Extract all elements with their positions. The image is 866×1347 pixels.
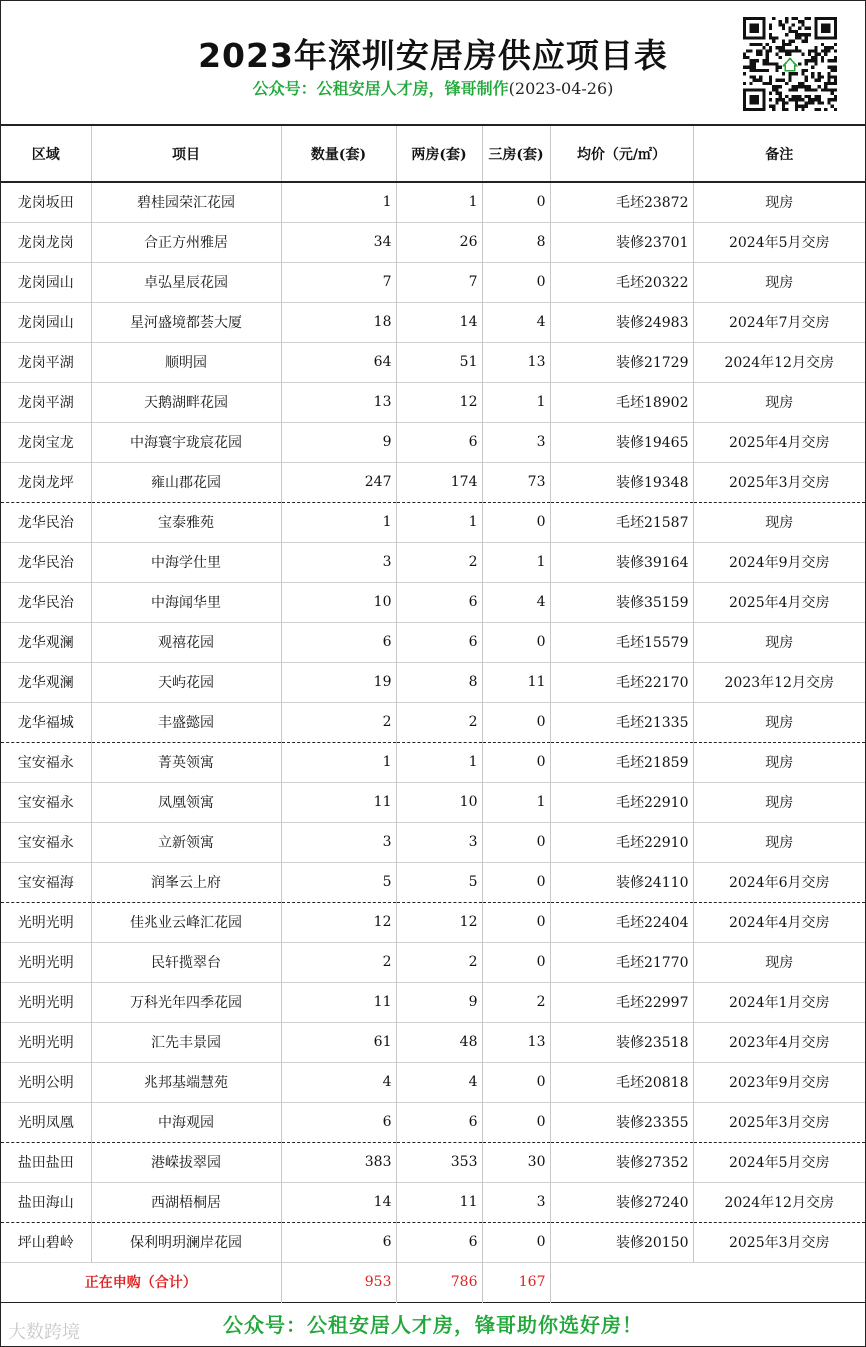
cell-price: 毛坯22170 [550,662,693,702]
cell-project: 佳兆业云峰汇花园 [91,902,281,942]
cell-two: 6 [396,1102,482,1142]
cell-price: 装修19465 [550,422,693,462]
cell-two: 14 [396,302,482,342]
header-area: 区域 [1,125,91,182]
cell-total: 3 [281,542,396,582]
cell-three: 4 [482,302,550,342]
cell-project: 天鹅湖畔花园 [91,382,281,422]
cell-total: 4 [281,1062,396,1102]
cell-project: 润峯云上府 [91,862,281,902]
cell-project: 中海寰宇珑宸花园 [91,422,281,462]
table-row [1,582,865,622]
cell-area: 龙华观澜 [1,662,91,702]
total-two: 786 [396,1262,482,1302]
watermark: 大数跨境 [8,1322,80,1343]
cell-note: 现房 [765,195,794,212]
cell-price: 毛坯18902 [550,382,693,422]
cell-three: 3 [482,422,550,462]
table-row [1,542,865,582]
table-row [1,1142,865,1182]
cell-price: 毛坯22404 [550,902,693,942]
table-row [1,342,865,382]
cell-three: 0 [482,902,550,942]
cell-area: 光明光明 [1,902,91,942]
cell-note: 现房 [765,635,794,651]
total-total: 953 [281,1262,396,1302]
cell-project: 星河盛境都荟大厦 [91,302,281,342]
cell-area: 龙岗园山 [1,262,91,302]
cell-price: 装修24983 [550,302,693,342]
cell-area: 龙华民治 [1,502,91,542]
cell-total: 9 [281,422,396,462]
cell-note: 现房 [765,515,794,531]
cell-area: 龙岗龙坪 [1,462,91,502]
cell-area: 宝安福海 [1,862,91,902]
table-row [1,862,865,902]
cell-area: 龙华观澜 [1,622,91,662]
cell-three: 0 [482,1062,550,1102]
cell-note: 2023年12月交房 [724,675,834,691]
header [0,0,866,124]
cell-three: 8 [482,222,550,262]
cell-three: 1 [482,542,550,582]
subtitle-date: (2023-04-26) [508,79,614,98]
cell-price: 装修39164 [550,542,693,582]
table-row [1,1062,865,1102]
cell-total: 247 [281,462,396,502]
cell-note: 2024年7月交房 [728,315,830,331]
cell-note: 现房 [765,755,794,771]
cell-total: 5 [281,862,396,902]
cell-project: 汇先丰景园 [91,1022,281,1062]
cell-total: 11 [281,982,396,1022]
cell-project: 碧桂园荣汇花园 [91,182,281,222]
page-title: 2023年深圳安居房供应项目表 [198,36,668,75]
cell-project: 中海学仕里 [91,542,281,582]
cell-project: 丰盛懿园 [91,702,281,742]
cell-note: 现房 [765,275,794,291]
cell-two: 6 [396,622,482,662]
cell-three: 0 [482,702,550,742]
cell-two: 1 [396,182,482,222]
cell-price: 毛坯21587 [550,502,693,542]
cell-two: 4 [396,1062,482,1102]
total-three: 167 [482,1262,550,1302]
cell-price: 装修24110 [550,862,693,902]
cell-total: 1 [281,502,396,542]
cell-area: 龙华福城 [1,702,91,742]
cell-total: 13 [281,382,396,422]
cell-note: 2024年5月交房 [728,235,830,251]
cell-price: 装修35159 [550,582,693,622]
cell-two: 2 [396,942,482,982]
table-row [1,982,865,1022]
cell-note: 2023年4月交房 [728,1035,830,1051]
cell-note: 2024年12月交房 [724,1195,834,1211]
table-row [1,1182,865,1222]
cell-three: 0 [482,182,550,222]
cell-two: 353 [396,1142,482,1182]
table-row [1,902,865,942]
cell-two: 3 [396,822,482,862]
cell-total: 11 [281,782,396,822]
cell-area: 光明光明 [1,982,91,1022]
cell-total: 2 [281,702,396,742]
cell-note: 2024年9月交房 [728,555,830,571]
cell-project: 顺明园 [91,342,281,382]
cell-note: 2025年3月交房 [728,1115,830,1131]
cell-area: 龙岗园山 [1,302,91,342]
cell-two: 26 [396,222,482,262]
cell-note: 2025年4月交房 [728,435,830,451]
cell-project: 菁英领寓 [91,742,281,782]
cell-total: 34 [281,222,396,262]
cell-three: 0 [482,622,550,662]
cell-price: 毛坯20322 [550,262,693,302]
table-row [1,1222,865,1262]
cell-two: 2 [396,702,482,742]
header-note: 备注 [765,146,794,163]
cell-total: 64 [281,342,396,382]
cell-note: 2024年1月交房 [728,995,830,1011]
cell-total: 19 [281,662,396,702]
cell-total: 6 [281,1102,396,1142]
cell-two: 9 [396,982,482,1022]
cell-three: 0 [482,1102,550,1142]
cell-two: 48 [396,1022,482,1062]
cell-note: 2024年12月交房 [724,355,834,371]
header-project: 项目 [91,125,281,182]
cell-two: 12 [396,382,482,422]
cell-three: 0 [482,502,550,542]
cell-area: 盐田海山 [1,1182,91,1222]
cell-price: 毛坯22997 [550,982,693,1022]
cell-note: 现房 [765,715,794,731]
cell-area: 宝安福永 [1,782,91,822]
cell-three: 0 [482,942,550,982]
cell-price: 毛坯21859 [550,742,693,782]
header-two-room: 两房(套) [396,125,482,182]
cell-three: 4 [482,582,550,622]
cell-two: 174 [396,462,482,502]
cell-two: 11 [396,1182,482,1222]
cell-two: 8 [396,662,482,702]
cell-project: 中海闻华里 [91,582,281,622]
cell-three: 11 [482,662,550,702]
cell-three: 13 [482,1022,550,1062]
cell-two: 51 [396,342,482,382]
cell-project: 保利明玥澜岸花园 [91,1222,281,1262]
total-label: 正在申购（合计） [1,1262,281,1302]
cell-area: 龙岗宝龙 [1,422,91,462]
cell-project: 卓弘星辰花园 [91,262,281,302]
table-row [1,502,865,542]
cell-two: 2 [396,542,482,582]
cell-note: 现房 [765,795,794,811]
cell-price: 毛坯20818 [550,1062,693,1102]
header-price: 均价（元/㎡） [550,125,693,182]
cell-two: 10 [396,782,482,822]
header-three-room: 三房(套) [482,125,550,182]
cell-area: 坪山碧岭 [1,1222,91,1262]
cell-total: 2 [281,942,396,982]
cell-area: 龙岗平湖 [1,382,91,422]
cell-total: 6 [281,622,396,662]
cell-price: 装修27352 [550,1142,693,1182]
cell-area: 龙华民治 [1,582,91,622]
cell-three: 1 [482,782,550,822]
cell-project: 港嵘拔翠园 [91,1142,281,1182]
cell-note: 2025年3月交房 [728,1235,830,1251]
cell-note: 2025年3月交房 [728,475,830,491]
cell-three: 0 [482,822,550,862]
cell-two: 7 [396,262,482,302]
cell-two: 1 [396,502,482,542]
footer-slogan: 公众号：公租安居人才房，锋哥助你选好房！ [223,1313,643,1337]
cell-three: 0 [482,1222,550,1262]
cell-area: 宝安福永 [1,742,91,782]
cell-area: 光明公明 [1,1062,91,1102]
cell-price: 装修23518 [550,1022,693,1062]
cell-price: 装修23701 [550,222,693,262]
cell-area: 宝安福永 [1,822,91,862]
table-row [1,302,865,342]
cell-price: 装修23355 [550,1102,693,1142]
cell-project: 雍山郡花园 [91,462,281,502]
cell-total: 383 [281,1142,396,1182]
table-row [1,662,865,702]
cell-note: 2024年4月交房 [728,915,830,931]
cell-price: 毛坯22910 [550,782,693,822]
table-row [1,262,865,302]
total-empty [550,1262,865,1302]
cell-project: 中海观园 [91,1102,281,1142]
cell-price: 装修20150 [550,1222,693,1262]
housing-table [1,124,865,1303]
cell-area: 龙岗坂田 [1,182,91,222]
total-row [1,1262,865,1302]
cell-note: 2024年6月交房 [728,875,830,891]
cell-two: 1 [396,742,482,782]
cell-price: 毛坯21335 [550,702,693,742]
cell-total: 1 [281,182,396,222]
cell-total: 18 [281,302,396,342]
cell-two: 6 [396,582,482,622]
cell-project: 合正方州雅居 [91,222,281,262]
cell-note: 2025年4月交房 [728,595,830,611]
cell-two: 12 [396,902,482,942]
cell-area: 光明光明 [1,942,91,982]
subtitle-account: 公众号：公租安居人才房，锋哥制作 [252,79,509,98]
cell-three: 0 [482,742,550,782]
cell-project: 宝泰雅苑 [91,502,281,542]
cell-project: 西湖梧桐居 [91,1182,281,1222]
table-row [1,1102,865,1142]
cell-area: 光明凤凰 [1,1102,91,1142]
cell-note: 现房 [765,955,794,971]
cell-three: 2 [482,982,550,1022]
table-row [1,182,865,222]
cell-area: 龙岗平湖 [1,342,91,382]
table-row [1,422,865,462]
cell-price: 装修19348 [550,462,693,502]
table-row [1,462,865,502]
cell-project: 立新领寓 [91,822,281,862]
cell-price: 装修21729 [550,342,693,382]
header-total: 数量(套) [281,125,396,182]
cell-two: 6 [396,1222,482,1262]
cell-total: 14 [281,1182,396,1222]
cell-three: 30 [482,1142,550,1182]
cell-total: 1 [281,742,396,782]
table-row [1,222,865,262]
cell-note: 2024年5月交房 [728,1155,830,1171]
cell-project: 民轩揽翠台 [91,942,281,982]
cell-total: 6 [281,1222,396,1262]
cell-three: 1 [482,382,550,422]
cell-price: 毛坯15579 [550,622,693,662]
cell-area: 龙岗龙岗 [1,222,91,262]
table-row [1,382,865,422]
cell-price: 毛坯22910 [550,822,693,862]
cell-total: 7 [281,262,396,302]
cell-project: 观禧花园 [91,622,281,662]
cell-total: 10 [281,582,396,622]
table-row [1,742,865,782]
table-row [1,702,865,742]
cell-area: 龙华民治 [1,542,91,582]
cell-three: 3 [482,1182,550,1222]
cell-note: 现房 [765,395,794,411]
cell-project: 万科光年四季花园 [91,982,281,1022]
table-row [1,782,865,822]
table-header-row [1,125,865,182]
cell-project: 凤凰领寓 [91,782,281,822]
cell-two: 5 [396,862,482,902]
cell-price: 毛坯23872 [550,182,693,222]
cell-three: 0 [482,262,550,302]
cell-three: 73 [482,462,550,502]
table-row [1,822,865,862]
cell-price: 装修27240 [550,1182,693,1222]
cell-project: 天屿花园 [91,662,281,702]
cell-area: 光明光明 [1,1022,91,1062]
cell-note: 现房 [765,835,794,851]
cell-three: 0 [482,862,550,902]
cell-total: 12 [281,902,396,942]
table-row [1,1022,865,1062]
subtitle [0,76,866,99]
qr-code-icon [743,17,837,111]
table-row [1,622,865,662]
cell-total: 61 [281,1022,396,1062]
cell-two: 6 [396,422,482,462]
cell-three: 13 [482,342,550,382]
cell-note: 2023年9月交房 [728,1075,830,1091]
cell-total: 3 [281,822,396,862]
table-row [1,942,865,982]
cell-area: 盐田盐田 [1,1142,91,1182]
cell-price: 毛坯21770 [550,942,693,982]
cell-project: 兆邦基端慧苑 [91,1062,281,1102]
